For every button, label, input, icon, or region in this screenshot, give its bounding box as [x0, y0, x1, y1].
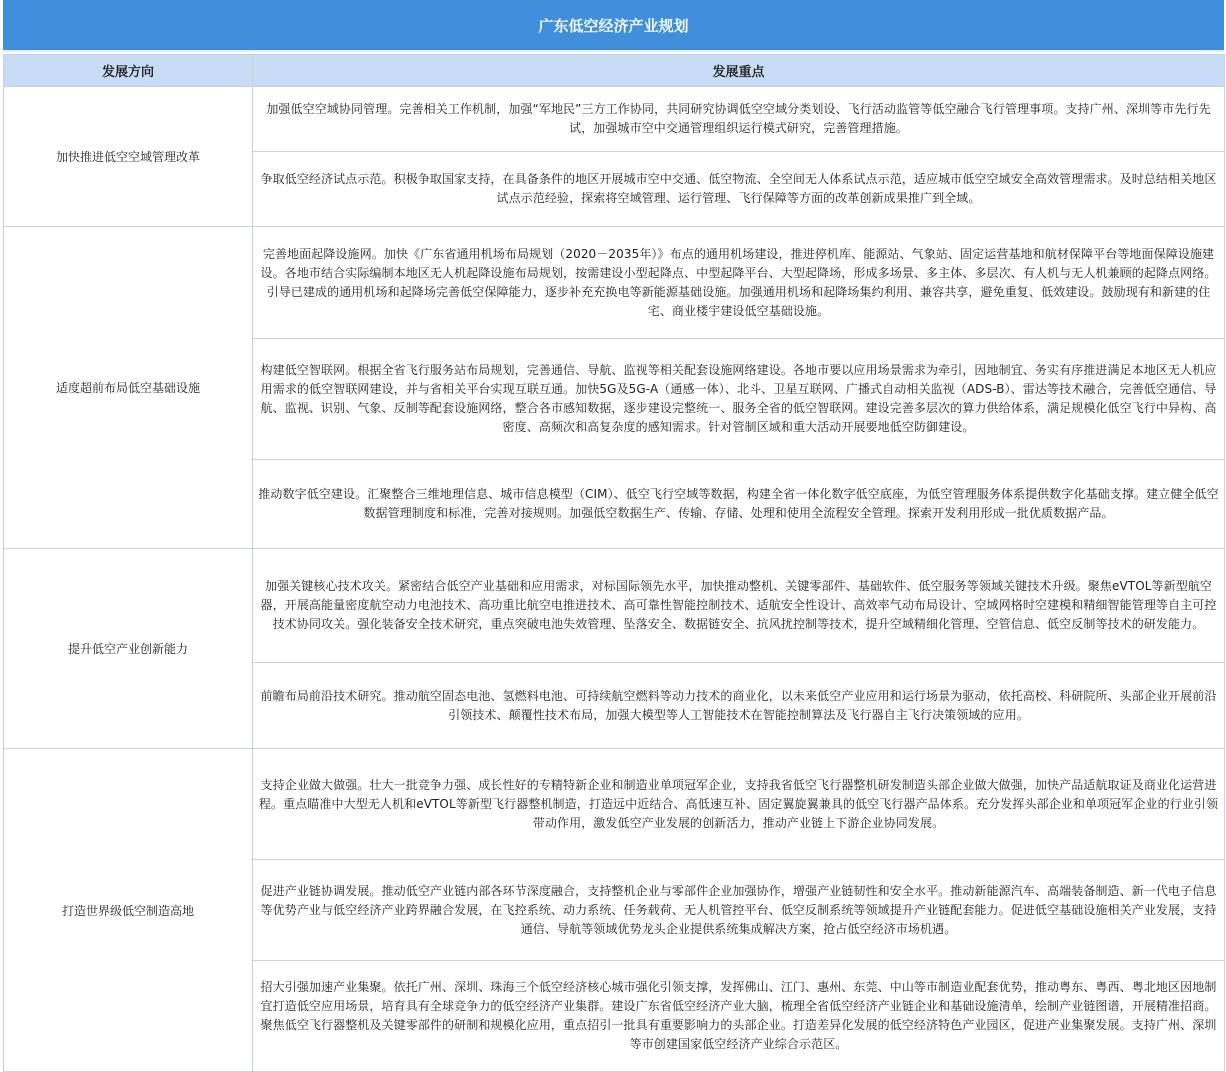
focus-cell: 前瞻布局前沿技术研究。推动航空固态电池、氢燃料电池、可持续航空燃料等动力技术的商业化，以未来低空产业应用和运行场景为驱动，依托高校、科研院所、头部企业开展前沿引领技术、颠覆性技术布局，加强大模型等人工智能技术在智能控制算法及飞行器自主飞行决策领域的应用。 [253, 663, 1225, 749]
direction-cell: 提升低空产业创新能力 [4, 549, 253, 749]
focus-cell: 完善地面起降设施网。加快《广东省通用机场布局规划（2020－2035年）》布点的通用机场建设，推进停机库、能源站、气象站、固定运营基地和航材保障平台等地面保障设施建设。各地市结合实际编制本地区无人机起降设施布局规划，按需建设小型起降点、中型起降平台、大型起降场，形成多场景、多主体、多层次、有人机与无人机兼顾的起降点网络。引导已建成的通用机场和起降场完善低空保障能力，逐步补充充换电等新能源基础设施。加强通用机场和起降场集约利用、兼容共享，避免重复、低效建设。鼓励现有和新建的住宅、商业楼宇建设低空基础设施。 [253, 227, 1225, 339]
table-title: 广东低空经济产业规划 [3, 0, 1224, 52]
focus-cell: 争取低空经济试点示范。积极争取国家支持，在具备条件的地区开展城市空中交通、低空物流、全空间无人体系试点示范，适应城市低空空域安全高效管理需求。及时总结相关地区试点示范经验，探索将空域管理、运行管理、飞行保障等方面的改革创新成果推广到全域。 [253, 152, 1225, 227]
header-focus: 发展重点 [253, 55, 1225, 87]
focus-cell: 加强低空空域协同管理。完善相关工作机制，加强“军地民”三方工作协同，共同研究协调低空空域分类划设、飞行活动监管等低空融合飞行管理事项。支持广州、深圳等市先行先试，加强城市空中交通管理组织运行模式研究，完善管理措施。 [253, 87, 1225, 152]
direction-cell: 加快推进低空空域管理改革 [4, 87, 253, 227]
header-row [4, 55, 1225, 87]
table-row [4, 227, 1225, 339]
table-row [4, 749, 1225, 860]
focus-cell: 促进产业链协调发展。推动低空产业链内部各环节深度融合，支持整机企业与零部件企业加强协作，增强产业链韧性和安全水平。推动新能源汽车、高端装备制造、新一代电子信息等优势产业与低空经济产业跨界融合发展，在飞控系统、动力系统、任务载荷、无人机管控平台、低空反制系统等领域提升产业链配套能力。促进低空基础设施相关产业发展，支持通信、导航等领域优势龙头企业提供系统集成解决方案，抢占低空经济市场机遇。 [253, 860, 1225, 961]
table-row [4, 87, 1225, 152]
focus-cell: 加强关键核心技术攻关。紧密结合低空产业基础和应用需求，对标国际领先水平，加快推动整机、关键零部件、基础软件、低空服务等领域关键技术升级。聚焦eVTOL等新型航空器，开展高能量密度航空动力电池技术、高功重比航空电推进技术、高可靠性智能控制技术、适航安全性设计、高效率气动布局设计、空域网格时空建模和精细智能管理等自主可控技术协同攻关。强化装备安全技术研究，重点突破电池失效管理、坠落安全、数据链安全、抗风扰控制等技术，提升空域精细化管理、空管信息、低空反制等技术的研发能力。 [253, 549, 1225, 663]
focus-cell: 招大引强加速产业集聚。依托广州、深圳、珠海三个低空经济核心城市强化引领支撑，发挥佛山、江门、惠州、东莞、中山等市制造业配套优势，推动粤东、粤西、粤北地区因地制宜打造低空应用场景，培育具有全球竞争力的低空经济产业集群。建设广东省低空经济产业大脑，梳理全省低空经济产业链企业和基础设施清单，绘制产业链图谱，开展精准招商。聚焦低空飞行器整机及关键零部件的研制和规模化应用，重点招引一批具有重要影响力的头部企业。打造差异化发展的低空经济特色产业园区，促进产业集聚发展。支持广州、深圳等市创建国家低空经济产业综合示范区。 [253, 961, 1225, 1072]
header-direction: 发展方向 [4, 55, 253, 87]
table-row [4, 549, 1225, 663]
focus-cell: 推动数字低空建设。汇聚整合三维地理信息、城市信息模型（CIM）、低空飞行空域等数据，构建全省一体化数字低空底座，为低空管理服务体系提供数字化基础支撑。建立健全低空数据管理制度和标准，完善对接规则。加强低空数据生产、传输、存储、处理和使用全流程安全管理。探索开发利用形成一批优质数据产品。 [253, 460, 1225, 549]
focus-cell: 构建低空智联网。根据全省飞行服务站布局规划，完善通信、导航、监视等相关配套设施网络建设。各地市要以应用场景需求为牵引，因地制宜、务实有序推进满足本地区无人机应用需求的低空智联网建设，并与省相关平台实现互联互通。加快5G及5G-A（通感一体）、北斗、卫星互联网、广播式自动相关监视（ADS-B）、雷达等技术融合，完善低空通信、导航、监视、识别、气象、反制等配套设施网络，整合各市感知数据，逐步建设完整统一、服务全省的低空智联网。建设完善多层次的算力供给体系，满足规模化低空飞行中异构、高密度、高频次和高复杂度的感知需求。针对管制区域和重大活动开展要地低空防御建设。 [253, 339, 1225, 460]
direction-cell: 打造世界级低空制造高地 [4, 749, 253, 1072]
focus-cell: 支持企业做大做强。壮大一批竞争力强、成长性好的专精特新企业和制造业单项冠军企业，支持我省低空飞行器整机研发制造头部企业做大做强，加快产品适航取证及商业化运营进程。重点瞄准中大型无人机和eVTOL等新型飞行器整机制造，打造远中近结合、高低速互补、固定翼旋翼兼具的低空飞行器产品体系。充分发挥头部企业和单项冠军企业的行业引领带动作用，激发低空产业发展的创新活力，推动产业链上下游企业协同发展。 [253, 749, 1225, 860]
planning-table [3, 54, 1225, 1072]
direction-cell: 适度超前布局低空基础设施 [4, 227, 253, 549]
